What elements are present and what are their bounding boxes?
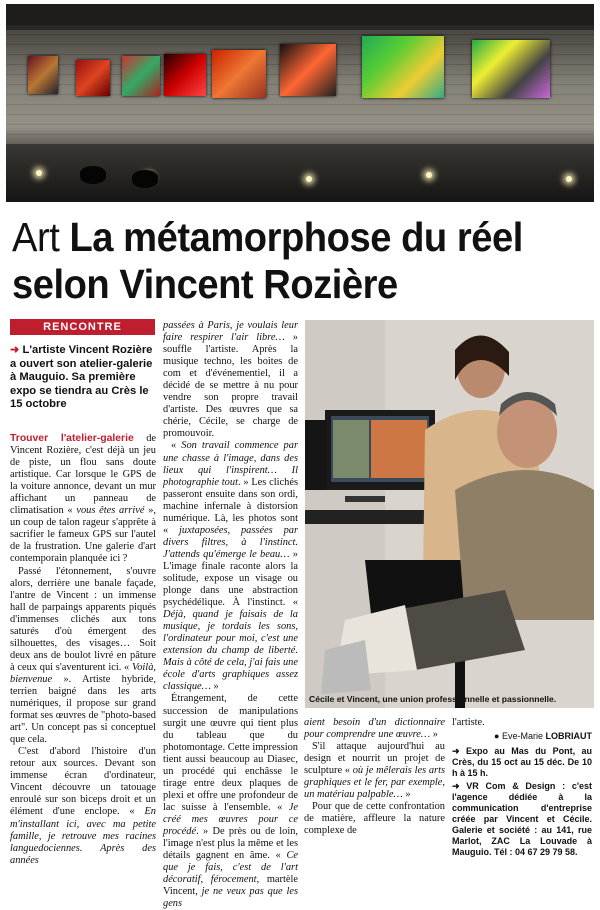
- headline-kicker: Art: [12, 214, 60, 260]
- gallery-photo: [6, 4, 594, 202]
- arrow-right-icon: ➜: [452, 781, 467, 792]
- intro-highlight: Trouver l'atelier-galerie: [10, 433, 134, 444]
- paragraph: S'il attaque aujourd'hui au design et nourrit un projet de sculpture « où je mêlerais les arts graphiques et le fer, par exemple, un matériau palpable… »: [304, 741, 445, 801]
- arrow-right-icon: ➜: [452, 746, 466, 757]
- paragraph: Pour que de cette confrontation de matière, affleure la nature complexe de: [304, 801, 445, 837]
- headline-line-1: La métamorphose du réel: [69, 214, 523, 260]
- artwork-5: [212, 50, 266, 98]
- artwork-6: [280, 44, 336, 96]
- author-last-name: LOBRIAUT: [545, 731, 592, 742]
- paragraph: Passé l'étonnement, s'ouvre alors, derrière une banale façade, l'antre de Vincent : un immense hall de parpaings apparents piqués d'immenses clichés aux tons saturés d'où émergent des silhouettes, des visages… Soit deux ans de boulot livré en pâture à ceux qui s'aventurent ici. « Voilà, bienvenue ». Artiste hybride, terrien baigné dans les arts numériques, il propose sur grand format ses œuvres de "photo-based art". Un concept pas si conceptuel que cela.: [10, 565, 156, 746]
- headline: [12, 214, 551, 308]
- portrait-illustration: [305, 320, 594, 708]
- artwork-3: [122, 56, 160, 96]
- portrait-photo: [305, 320, 594, 708]
- artwork-1: [28, 56, 58, 94]
- paragraph: « Son travail commence par une chasse à l'image, dans des lieux qui l'inspirent… Il photographie tout. » Les clichés passeront ensuite dans son ordi, machine infernale à distorsion numérique. Là, les photos sont « juxtaposées, passées par divers filtres, à l'instinct. J'attends qu'émerge le beau… » L'image finale raconte alors la solitude, expose un visage ou plonge dans une abstraction psychédélique. À l'instinct. « Déjà, quand je faisais de la musique, je tordais les sons, l'ordinateur pour moi, c'est une extension du champ de liberté. Mais à côté de cela, j'ai fais une école d'arts graphiques assez classique… »: [163, 440, 298, 693]
- lead-text: L'artiste Vincent Rozière a ouvert son atelier-galerie à Mauguio. Sa première expo se tiendra au Crès le 15 octobre: [10, 344, 153, 411]
- paragraph: aient besoin d'un dictionnaire pour comprendre une œuvre… »: [304, 717, 445, 741]
- paragraph: Trouver l'atelier-galerie de Vincent Rozière, c'est déjà un jeu de piste, un flou sans doute artistique. Car lorsque le GPS de la voiture annonce, devant un mur affichant un panneau de climatisation « vous êtes arrivé », un coup de talon rageur s'apprête à sacrifier le fameux GPS sur l'autel de la frustration. Une galerie d'art contemporain planquée ici ?: [10, 433, 156, 565]
- exhibition-text: Expo au Mas du Pont, au Crès, du 15 oct au 15 déc. De 10 h à 15 h.: [452, 746, 592, 779]
- article-column-2: [163, 320, 298, 910]
- paragraph: l'artiste.: [452, 717, 485, 728]
- artwork-2: [76, 60, 110, 96]
- paragraph: passées à Paris, je voulais leur faire respirer l'air libre… » souffle l'artiste. Après la musique techno, les boites de com et d'événementiel, il a décidé de se mettre à nu pour vendre son propre travail d'artiste. Des œuvres que sa chérie, Cécile, se charge de promouvoir.: [163, 320, 298, 440]
- arrow-right-icon: ➜: [10, 344, 23, 356]
- article-column-3: [304, 717, 445, 837]
- article-column-1: [10, 433, 156, 867]
- author-marker: ●: [494, 731, 502, 742]
- rubric-label: RENCONTRE: [10, 319, 155, 335]
- exhibition-info: [452, 746, 592, 779]
- agency-info: [452, 781, 592, 858]
- article-column-4: [452, 717, 592, 858]
- headline-line-2: selon Vincent Rozière: [12, 261, 398, 307]
- author-first-name: Eve-Marie: [501, 731, 543, 742]
- paragraph: C'est d'abord l'histoire d'un retour aux sources. Devant son immense écran d'ordinateur, Vincent découvre un tatouage enroulé sur son biceps droit et un élément d'une enclope. « En m'installant ici, avec ma petite famille, je retrouve mes racines languedociennes. Après des années: [10, 746, 156, 866]
- artwork-4: [164, 54, 206, 96]
- author-signature: [452, 730, 592, 742]
- artwork-7: [362, 36, 444, 98]
- paragraph: Étrangement, de cette succession de manipulations surgit une œuvre qui tient plus du tableau que du photomontage. Cette impression tient aussi beaucoup au Diasec, un procédé qui enchâsse le tirage entre deux plaques de plexi et offre une profondeur de lac suisse à l'ensemble. « Je créé mes œuvres pour ce procédé. » De près ou de loin, l'image n'est plus la même et les détails gagnent en âme. « Ce que je fais, c'est de l'art décoratif, férocement, martèle Vincent, je ne veux pas que les gens: [163, 693, 298, 910]
- photo-caption: Cécile et Vincent, une union professionnelle et passionnelle.: [309, 694, 557, 704]
- agency-text: VR Com & Design : c'est l'agence dédiée à la communication d'entreprise créée par Vincent et Cécile. Galerie et société : au 141, rue Marlot, ZAC La Louvade à Mauguio. Tél : 04 67 29 79 58.: [452, 781, 592, 858]
- lead-paragraph: [10, 344, 156, 412]
- artwork-8: [472, 40, 550, 98]
